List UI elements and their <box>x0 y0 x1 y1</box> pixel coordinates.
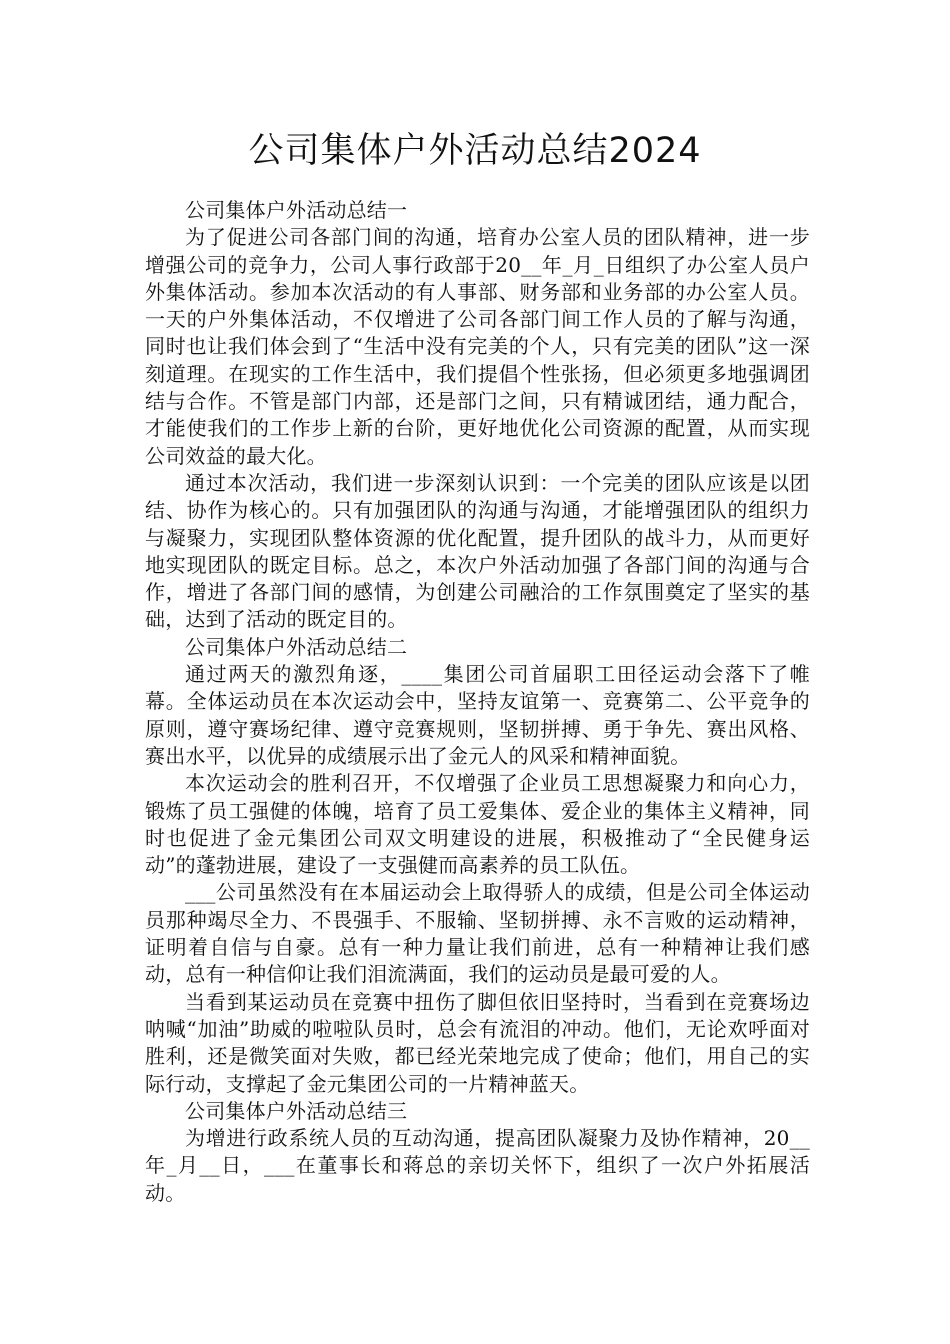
document-body <box>145 197 810 1207</box>
paragraph: 为增进行政系统人员的互动沟通，提高团队凝聚力及协作精神，20__年_月__日，___在董事长和蒋总的亲切关怀下，组织了一次户外拓展活动。 <box>145 1126 810 1205</box>
section-heading-2: 公司集体户外活动总结二 <box>185 634 408 659</box>
section-heading-3: 公司集体户外活动总结三 <box>185 1098 408 1123</box>
paragraph: 本次运动会的胜利召开，不仅增强了企业员工思想凝聚力和向心力，锻炼了员工强健的体魄，培育了员工爱集体、爱企业的集体主义精神，同时也促进了金元集团公司双文明建设的进展，积极推动了“全民健身运动”的蓬勃进展，建设了一支强健而高素养的员工队伍。 <box>145 771 810 878</box>
paragraph: 通过本次活动，我们进一步深刻认识到：一个完美的团队应该是以团结、协作为核心的。只有加强团队的沟通与沟通，才能增强团队的组织力与凝聚力，实现团队整体资源的优化配置，提升团队的战斗力，从而更好地实现团队的既定目标。总之，本次户外活动加强了各部门间的沟通与合作，增进了各部门间的感情，为创建公司融洽的工作氛围奠定了坚实的基础，达到了活动的既定目的。 <box>145 470 810 632</box>
paragraph: 通过两天的激烈角逐，____集团公司首届职工田径运动会落下了帷幕。全体运动员在本次运动会中，坚持友谊第一、竞赛第二、公平竞争的原则，遵守赛场纪律、遵守竞赛规则，坚韧拼搏、勇于争先、赛出风格、赛出水平，以优异的成绩展示出了金元人的风采和精神面貌。 <box>145 662 810 768</box>
paragraph: ___公司虽然没有在本届运动会上取得骄人的成绩，但是公司全体运动员那种竭尽全力、不畏强手、不服输、坚韧拼搏、永不言败的运动精神，证明着自信与自豪。总有一种力量让我们前进，总有一种精神让我们感动，总有一种信仰让我们泪流满面，我们的运动员是最可爱的人。 <box>145 880 810 987</box>
paragraph: 为了促进公司各部门间的沟通，培育办公室人员的团队精神，进一步增强公司的竞争力，公司人事行政部于20__年_月_日组织了办公室人员户外集体活动。参加本次活动的有人事部、财务部和业务部的办公室人员。一天的户外集体活动，不仅增进了公司各部门间工作人员的了解与沟通，同时也让我们体会到了“生活中没有完美的个人，只有完美的团队”这一深刻道理。在现实的工作生活中，我们提倡个性张扬，但必须更多地强调团结与合作。不管是部门内部，还是部门之间，只有精诚团结，通力配合，才能使我们的工作步上新的台阶，更好地优化公司资源的配置，从而实现公司效益的最大化。 <box>145 225 810 468</box>
paragraph: 当看到某运动员在竞赛中扭伤了脚但依旧坚持时，当看到在竞赛场边呐喊“加油”助威的啦啦队员时，总会有流泪的冲动。他们，无论欢呼面对胜利，还是微笑面对失败，都已经光荣地完成了使命；他们，用自己的实际行动，支撑起了金元集团公司的一片精神蓝天。 <box>145 989 810 1096</box>
document-title: 公司集体户外活动总结2024 <box>248 131 702 171</box>
section-heading-1: 公司集体户外活动总结一 <box>185 198 408 222</box>
